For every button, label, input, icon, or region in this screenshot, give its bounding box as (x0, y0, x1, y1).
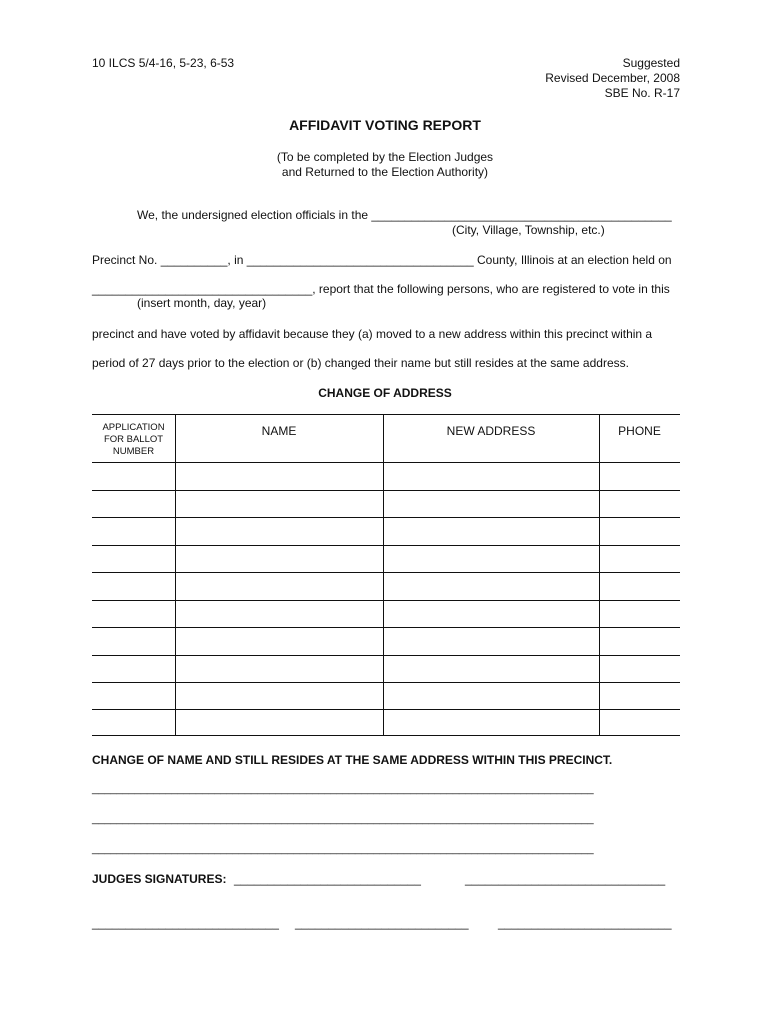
officials-line: We, the undersigned election officials in the _____________________________________________ (137, 208, 672, 222)
change-of-name-heading: CHANGE OF NAME AND STILL RESIDES AT THE SAME ADDRESS WITHIN THIS PRECINCT. (92, 753, 613, 767)
signature-line-2[interactable]: ______________________________ (465, 872, 666, 886)
suggested-label: Suggested (622, 56, 680, 70)
page-title: AFFIDAVIT VOTING REPORT (289, 117, 481, 133)
table-row (92, 517, 680, 518)
table-row (92, 545, 680, 546)
table-row (92, 572, 680, 573)
header-application-number: APPLICATION FOR BALLOT NUMBER (102, 422, 165, 457)
table-row (92, 600, 680, 601)
judges-signatures-label: JUDGES SIGNATURES: (92, 872, 227, 886)
sbe-number: SBE No. R-17 (604, 86, 680, 100)
signature-line-3[interactable]: ____________________________ (92, 916, 279, 930)
affidavit-reason-line-1: precinct and have voted by affidavit because they (a) moved to a new address within this precinct within a (92, 327, 653, 341)
name-blank-line-1[interactable]: __________________________________________________________________________________ (92, 783, 594, 795)
table-row (92, 709, 680, 710)
revised-date: Revised December, 2008 (545, 71, 680, 85)
date-line: _________________________________, report that the following persons, who are registered to vote in this (92, 282, 670, 296)
affidavit-reason-line-2: period of 27 days prior to the election or (b) changed their name but still resides at the same address. (92, 356, 629, 370)
table-row (92, 655, 680, 656)
signature-line-5[interactable]: __________________________ (498, 916, 672, 930)
name-blank-line-3[interactable]: __________________________________________________________________________________ (92, 843, 594, 855)
table-row (92, 735, 680, 736)
change-of-address-table (92, 414, 680, 736)
table-row (92, 627, 680, 628)
signature-line-1[interactable]: ____________________________ (234, 872, 421, 886)
date-caption: (insert month, day, year) (137, 296, 267, 310)
table-top-border (92, 414, 680, 415)
statute-reference: 10 ILCS 5/4-16, 5-23, 6-53 (92, 56, 235, 70)
table-row (92, 462, 680, 463)
precinct-line: Precinct No. __________, in __________________________________ County, Illinois at an election held on (92, 253, 672, 267)
city-caption: (City, Village, Township, etc.) (452, 223, 605, 237)
change-of-address-heading: CHANGE OF ADDRESS (318, 386, 452, 400)
header-phone: PHONE (618, 424, 661, 438)
header-name: NAME (261, 424, 297, 438)
subtitle-line-1: (To be completed by the Election Judges (276, 150, 494, 164)
header-new-address: NEW ADDRESS (446, 424, 536, 438)
signature-line-4[interactable]: __________________________ (295, 916, 469, 930)
table-row (92, 490, 680, 491)
table-row (92, 682, 680, 683)
subtitle-line-2: and Returned to the Election Authority) (281, 165, 489, 179)
name-blank-line-2[interactable]: __________________________________________________________________________________ (92, 813, 594, 825)
